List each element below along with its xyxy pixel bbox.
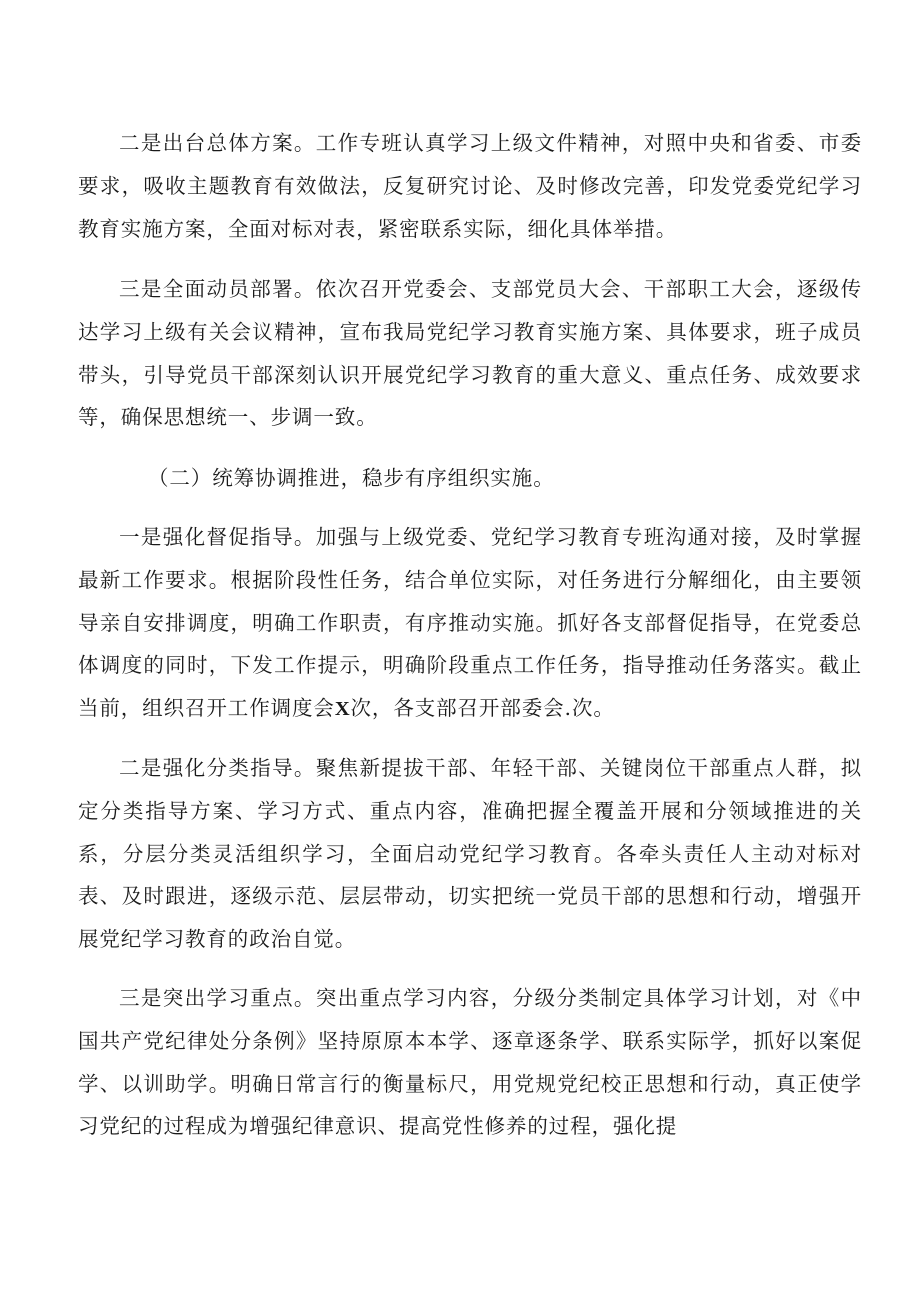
paragraph-classified-guidance: 二是强化分类指导。聚焦新提拔干部、年轻干部、关键岗位干部重点人群，拟定分类指导方案、学习方式、重点内容，准确把握全覆盖开展和分领域推进的关系，分层分类灵活组织学习，全面启动党纪学习教育。各牵头责任人主动对标对表、及时跟进，逐级示范、层层带动，切实把统一党员干部的思想和行动，增强开展党纪学习教育的政治自觉。	[78, 756, 862, 952]
paragraph-study-focus: 三是突出学习重点。突出重点学习内容，分级分类制定具体学习计划，对《中国共产党纪律处分条例》坚持原原本本学、逐章逐条学、联系实际学，抓好以案促学、以训助学。明确日常言行的衡量标尺，用党规党纪校正思想和行动，真正使学习党纪的过程成为增强纪律意识、提高党性修养的过程，强化提	[78, 986, 862, 1139]
paragraph-overall-plan: 二是出台总体方案。工作专班认真学习上级文件精神，对照中央和省委、市委要求，吸收主题教育有效做法，反复研究讨论、及时修改完善，印发党委党纪学习教育实施方案，全面对标对表，紧密联系实际，细化具体举措。	[78, 131, 862, 241]
paragraph-supervision	[78, 516, 862, 731]
count-placeholder: X	[334, 698, 351, 721]
paragraph-text-before: 一是强化督促指导。加强与上级党委、党纪学习教育专班沟通对接，及时掌握最新工作要求。根据阶段性任务，结合单位实际，对任务进行分解细化，由主要领导亲自安排调度，明确工作职责，有序推动实施。抓好各支部督促指导，在党委总体调度的同时，下发工作提示，明确阶段重点工作任务，指导推动任务落实。截止当前，组织召开工作调度会	[78, 525, 862, 721]
paragraph-text-after: 次，各支部召开部委会.次。	[350, 696, 615, 721]
paragraph-mobilization: 三是全面动员部署。依次召开党委会、支部党员大会、干部职工大会，逐级传达学习上级有关会议精神，宣布我局党纪学习教育实施方案、具体要求，班子成员带头，引导党员干部深刻认识开展党纪学习教育的重大意义、重点任务、成效要求等，确保思想统一、步调一致。	[78, 277, 862, 430]
section-heading: （二）统筹协调推进，稳步有序组织实施。	[148, 466, 555, 490]
